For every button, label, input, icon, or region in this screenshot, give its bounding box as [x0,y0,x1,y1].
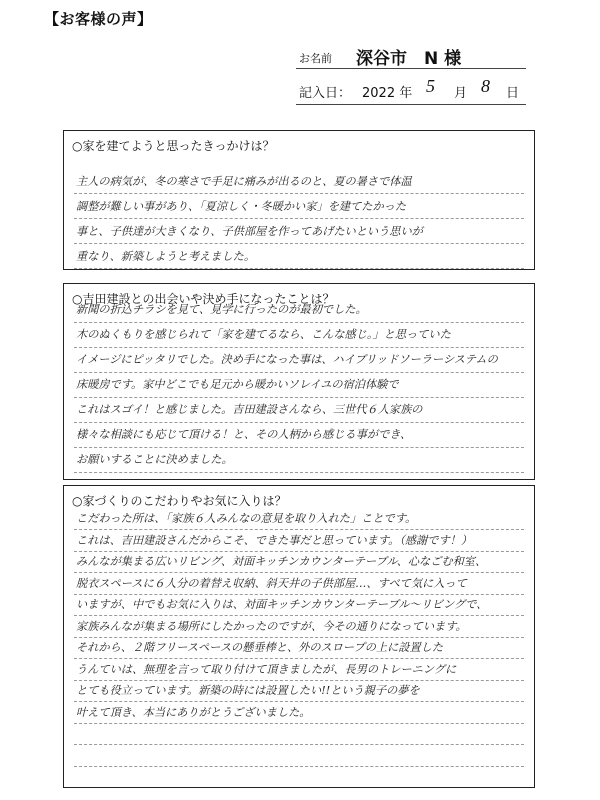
answer-line: 木のぬくもりを感じられて「家を建てるなら、こんな感じ。」と思っていた [76,328,451,341]
answer-line: 床暖房です。家中どこでも足元から暖かいソレイユの宿泊体験で [76,378,399,391]
date-month: 5 [426,76,435,96]
answer-line: いますが、中でもお気に入りは、対面キッチンカウンターテーブル～リビングで、 [76,598,488,611]
answer-line: 家族みんなが集まる場所にしたかったのですが、今その通りになっています。 [76,619,467,633]
answer-line: 叶えて頂き、本当にありがとうございました。 [76,705,311,719]
section-question: ○家を建てようと思ったきっかけは？ [72,139,275,153]
answer-line: イメージにピッタリでした。決め手になった事は、ハイブリッドソーラーシステムの [76,353,498,366]
section-question: ○吉田建設との出会いや決め手になったことは？ [72,292,335,306]
section-favorites [63,485,535,788]
answer-line: 脱衣スペースに６人分の着替え収納、斜天井の子供部屋…、すべて気に入って [76,576,467,590]
answer-line: 新聞の折込チラシを見て、見学に行ったのが最初でした。 [76,303,367,316]
answer-line: こだわった所は、「家族６人みんなの意見を取り入れた」ことです。 [76,512,417,525]
section-answer [76,297,528,472]
answer-line: お願いすることに決めました。 [76,453,233,466]
section-motivation [63,130,535,270]
page-title: 【お客様の声】 [44,10,153,28]
answer-line: それから、２階フリースペースの懸垂棒と、外のスロープの上に設置した [76,641,444,654]
date-day: 8 [481,76,490,96]
section-answer [76,508,528,723]
name-label: お名前 [299,52,332,65]
answer-line: 重なり、新築しようと考えました。 [76,250,256,263]
name-underline [296,68,526,69]
date-label: 記入日： [299,86,352,101]
date-year: 2022 年 [362,86,413,101]
date-underline [296,104,526,105]
answer-line: みんなが集まる広いリビング、対面キッチンカウンターテーブル、心なごむ和室、 [76,555,487,568]
section-decision [63,283,535,480]
date-month-unit: 月 [454,86,468,101]
answer-line: うんていは、無理を言って取り付けて頂きましたが、長男のトレーニングに [76,662,457,676]
answer-line: 事と、子供達が大きくなり、子供部屋を作ってあげたいという思いが [76,225,423,238]
customer-name: 深谷市 N 様 [356,49,462,69]
answer-line: これは、吉田建設さんだからこそ、できた事だと思っています。（感謝です！） [76,533,473,547]
answer-line: 主人の病気が、冬の寒さで手足に痛みが出るのと、夏の暑さで体温 [76,175,412,188]
date-day-unit: 日 [506,86,520,101]
answer-line: 調整が難しい事があり、「夏涼しく・冬暖かい家」を建てたかった [76,200,407,213]
answer-line: とても役立っています。新築の時には設置したい!!という親子の夢を [76,684,420,697]
section-answer [76,169,528,269]
section-question: ○家づくりのこだわりやお気に入りは？ [72,494,287,508]
answer-line: 様々な相談にも応じて頂ける！と、その人柄から感じる事ができ、 [76,428,412,441]
answer-line: これはスゴイ！と感じました。吉田建設さんなら、三世代６人家族の [76,403,423,416]
